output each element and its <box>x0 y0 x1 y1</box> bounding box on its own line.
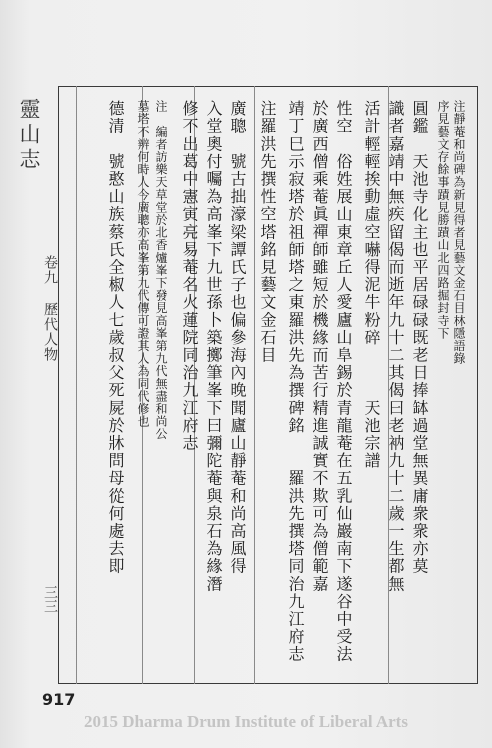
watermark: 2015 Dharma Drum Institute of Liberal Arts <box>84 712 408 731</box>
text-column: 廣聰 號古拙濠梁譚氏子也偏參海內晚聞廬山靜菴和尚高風得 <box>228 100 247 576</box>
chapter-label: 卷九 歷代人物 <box>42 255 58 362</box>
text-column: 序見藝文存餘事蹟見勝蹟山北四路掘封寺下 <box>436 100 450 340</box>
text-column: 德清 號憨山族蔡氏全椒人七歲叔父死屍於牀問母從何處去即 <box>106 100 125 576</box>
text-column: 注靜菴和尚碑為新見得者見藝文金石目林隱語錄 <box>452 100 466 365</box>
margin-page-mark: 三三 <box>42 585 58 613</box>
text-column: 注 編者訪樂天草堂於北香爐峯下發見高峯第九代無盡和尚公 <box>154 100 168 441</box>
book-title: 靈山志 <box>17 98 41 173</box>
text-column: 於廣西僧乘菴眞禪師雖短於機緣而苦行精進誠實不欺可為僧範嘉 <box>310 100 329 593</box>
page-number: 917 <box>42 690 76 709</box>
text-column: 圓鑑 天池寺化主也平居碌碌既老日捧缽過堂無異庸衆衆亦莫 <box>410 100 429 576</box>
text-column: 注羅洪先撰性空塔銘見藝文金石目 <box>258 100 277 364</box>
text-column: 入堂奧付囑為高峯下九世孫卜築擲筆峯下曰彌陀菴與泉石為緣潛 <box>204 100 223 593</box>
text-column: 活計輕輕挨動虛空嚇得泥牛粉碎 天池宗譜 <box>362 100 381 470</box>
text-column: 修不出葛中憲寅亮易菴名火蓮院同治九江府志 <box>180 100 199 452</box>
column-rule <box>254 86 255 684</box>
text-column: 墓塔不辨何時人今廣聰亦高峯第九代傳可證其人為同代修也 <box>136 100 150 428</box>
text-column: 靖丁巳示寂塔於祖師塔之東羅洪先為撰碑銘 羅洪先撰塔同治九江府志 <box>286 100 305 664</box>
column-rule <box>76 86 77 684</box>
text-column: 識者嘉靖中無疾留偈而逝年九十二其偈曰老衲九十二歲一生都無 <box>386 100 405 593</box>
text-column: 性空 俗姓展山東章丘人愛廬山阜錫於青龍菴在五乳仙巖南下遂谷中受法 <box>334 100 353 664</box>
